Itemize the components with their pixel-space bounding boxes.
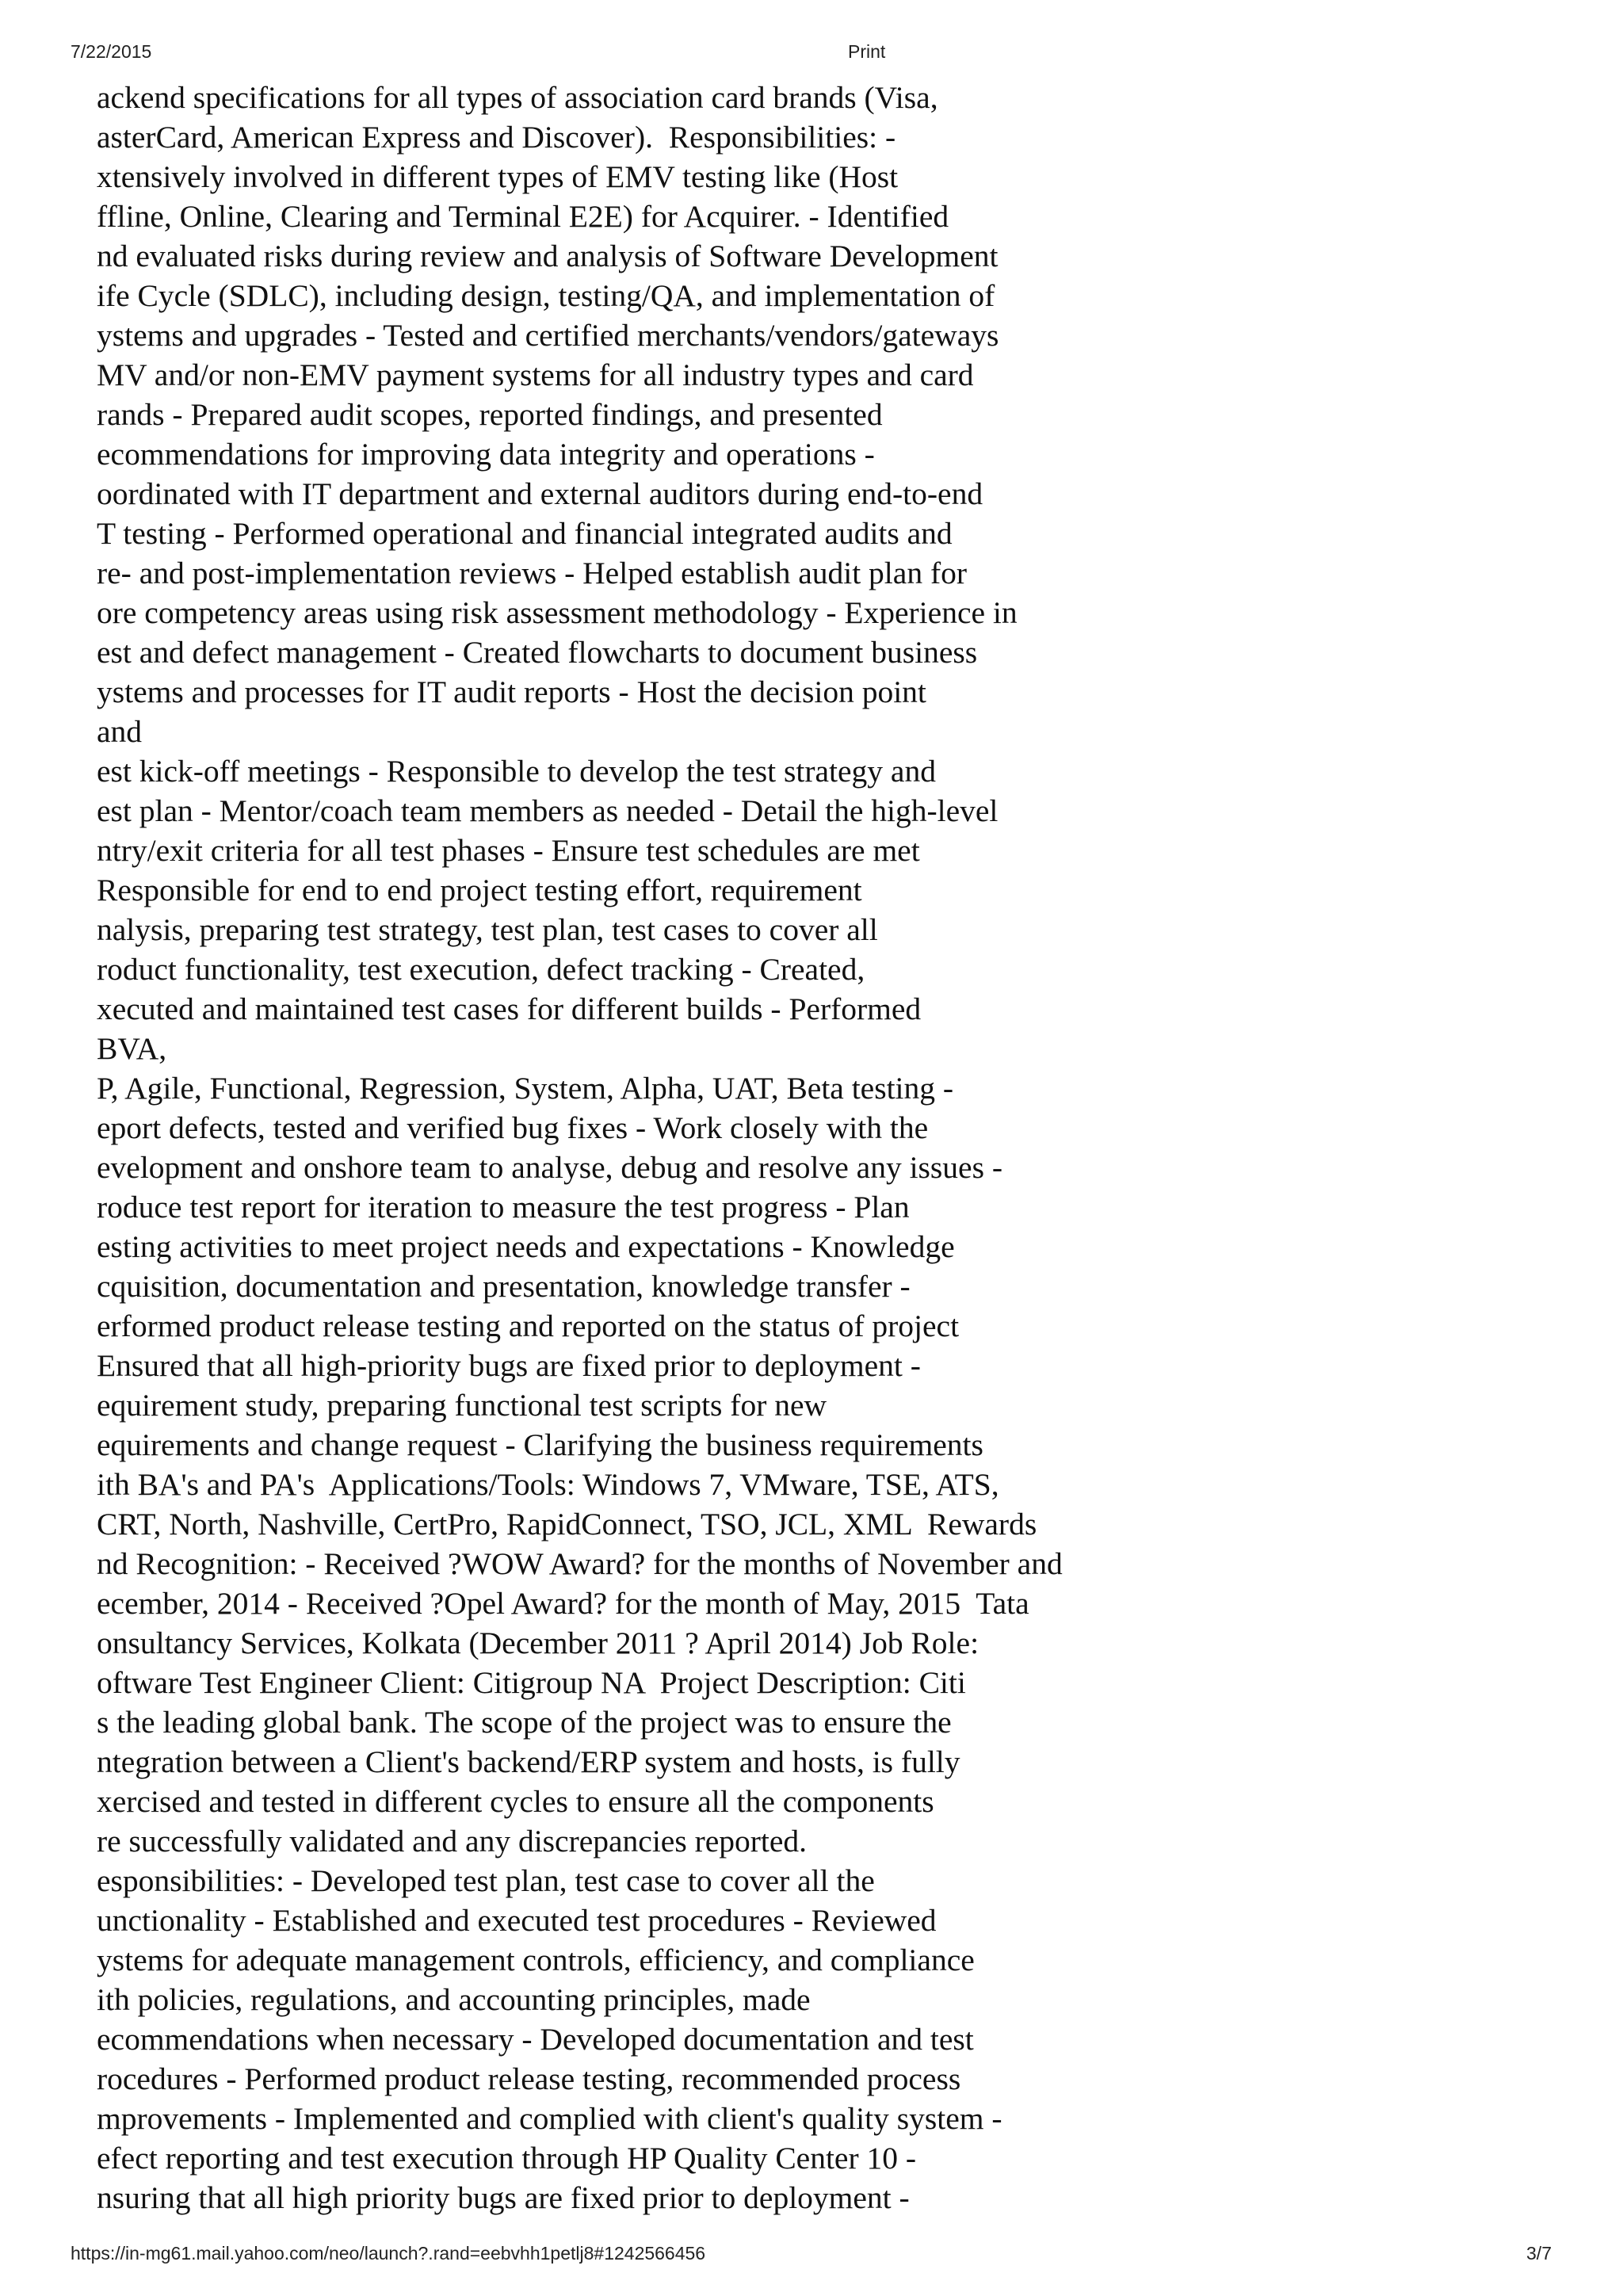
text-line: mprovements - Implemented and complied with client's quality system - xyxy=(97,2101,1002,2136)
text-line: ystems and upgrades - Tested and certified merchants/vendors/gateways xyxy=(97,318,999,353)
text-line: ntegration between a Client's backend/ERP system and hosts, is fully xyxy=(97,1744,960,1779)
text-line: equirements and change request - Clarifying the business requirements xyxy=(97,1427,983,1462)
text-line: evelopment and onshore team to analyse, debug and resolve any issues - xyxy=(97,1150,1002,1185)
text-line: nsuring that all high priority bugs are fixed prior to deployment - xyxy=(97,2180,910,2215)
text-line: roduct functionality, test execution, defect tracking - Created, xyxy=(97,952,865,987)
text-line: ystems and processes for IT audit reports - Host the decision point xyxy=(97,674,926,709)
text-line: MV and/or non-EMV payment systems for all industry types and card xyxy=(97,357,974,392)
text-line: oordinated with IT department and external auditors during end-to-end xyxy=(97,476,983,511)
text-line: re successfully validated and any discrepancies reported. xyxy=(97,1824,808,1859)
text-line: roduce test report for iteration to measure the test progress - Plan xyxy=(97,1190,910,1224)
text-line: rands - Prepared audit scopes, reported findings, and presented xyxy=(97,397,883,432)
text-line: xtensively involved in different types of EMV testing like (Host xyxy=(97,159,899,194)
text-line: nd evaluated risks during review and analysis of Software Development xyxy=(97,239,999,273)
text-line: rocedures - Performed product release testing, recommended process xyxy=(97,2061,961,2096)
text-line: ore competency areas using risk assessment methodology - Experience in xyxy=(97,595,1018,630)
text-line: unctionality - Established and executed test procedures - Reviewed xyxy=(97,1903,937,1938)
text-line: ith BA's and PA's Applications/Tools: Windows 7, VMware, TSE, ATS, xyxy=(97,1467,999,1502)
text-line: erformed product release testing and reported on the status of project xyxy=(97,1308,960,1343)
text-line: s the leading global bank. The scope of the project was to ensure the xyxy=(97,1705,952,1740)
text-line: ystems for adequate management controls, efficiency, and compliance xyxy=(97,1943,975,1977)
text-line: nalysis, preparing test strategy, test plan, test cases to cover all xyxy=(97,912,878,947)
text-line: ife Cycle (SDLC), including design, testing/QA, and implementation of xyxy=(97,278,995,313)
text-line: T testing - Performed operational and financial integrated audits and xyxy=(97,516,953,551)
text-line: eport defects, tested and verified bug fixes - Work closely with the xyxy=(97,1110,929,1145)
text-line: ackend specifications for all types of association card brands (Visa, xyxy=(97,80,938,115)
text-line: onsultancy Services, Kolkata (December 2011 ? April 2014) Job Role: xyxy=(97,1626,980,1660)
text-line: est and defect management - Created flowcharts to document business xyxy=(97,635,978,670)
text-line: xercised and tested in different cycles to ensure all the components xyxy=(97,1784,934,1819)
source-url: https://in-mg61.mail.yahoo.com/neo/launch?.rand=eebvhh1petlj8#1242566456 xyxy=(71,2243,706,2264)
text-line: ecember, 2014 - Received ?Opel Award? for the month of May, 2015 Tata xyxy=(97,1586,1029,1621)
text-line: cquisition, documentation and presentation, knowledge transfer - xyxy=(97,1269,911,1304)
page-title: Print xyxy=(848,41,886,62)
text-line: xecuted and maintained test cases for different builds - Performed xyxy=(97,991,922,1026)
page-number: 3/7 xyxy=(1526,2243,1552,2264)
email-body-text xyxy=(97,78,1587,2218)
text-line: nd Recognition: - Received ?WOW Award? for the months of November and xyxy=(97,1546,1063,1581)
print-date: 7/22/2015 xyxy=(71,41,152,62)
text-line: asterCard, American Express and Discover). Responsibilities: - xyxy=(97,120,896,155)
text-line: ffline, Online, Clearing and Terminal E2E) for Acquirer. - Identified xyxy=(97,199,949,234)
text-line: and xyxy=(97,714,143,749)
text-line: ith policies, regulations, and accounting principles, made xyxy=(97,1982,811,2017)
text-line: ecommendations when necessary - Developed documentation and test xyxy=(97,2022,974,2057)
text-line: esting activities to meet project needs and expectations - Knowledge xyxy=(97,1229,955,1264)
text-line: BVA, xyxy=(97,1031,167,1066)
text-line: re- and post-implementation reviews - Helped establish audit plan for xyxy=(97,556,967,590)
text-line: oftware Test Engineer Client: Citigroup NA Project Description: Citi xyxy=(97,1665,966,1700)
text-line: CRT, North, Nashville, CertPro, RapidConnect, TSO, JCL, XML Rewards xyxy=(97,1507,1037,1541)
text-line: est kick-off meetings - Responsible to develop the test strategy and xyxy=(97,754,936,789)
text-line: Ensured that all high-priority bugs are fixed prior to deployment - xyxy=(97,1348,921,1383)
text-line: ntry/exit criteria for all test phases - Ensure test schedules are met xyxy=(97,833,920,868)
text-line: est plan - Mentor/coach team members as needed - Detail the high-level xyxy=(97,793,999,828)
text-line: P, Agile, Functional, Regression, System, Alpha, UAT, Beta testing - xyxy=(97,1071,954,1106)
text-line: ecommendations for improving data integrity and operations - xyxy=(97,437,875,472)
text-line: esponsibilities: - Developed test plan, test case to cover all the xyxy=(97,1863,875,1898)
text-line: equirement study, preparing functional test scripts for new xyxy=(97,1388,827,1423)
text-line: Responsible for end to end project testing effort, requirement xyxy=(97,873,862,907)
text-line: efect reporting and test execution through HP Quality Center 10 - xyxy=(97,2141,917,2176)
